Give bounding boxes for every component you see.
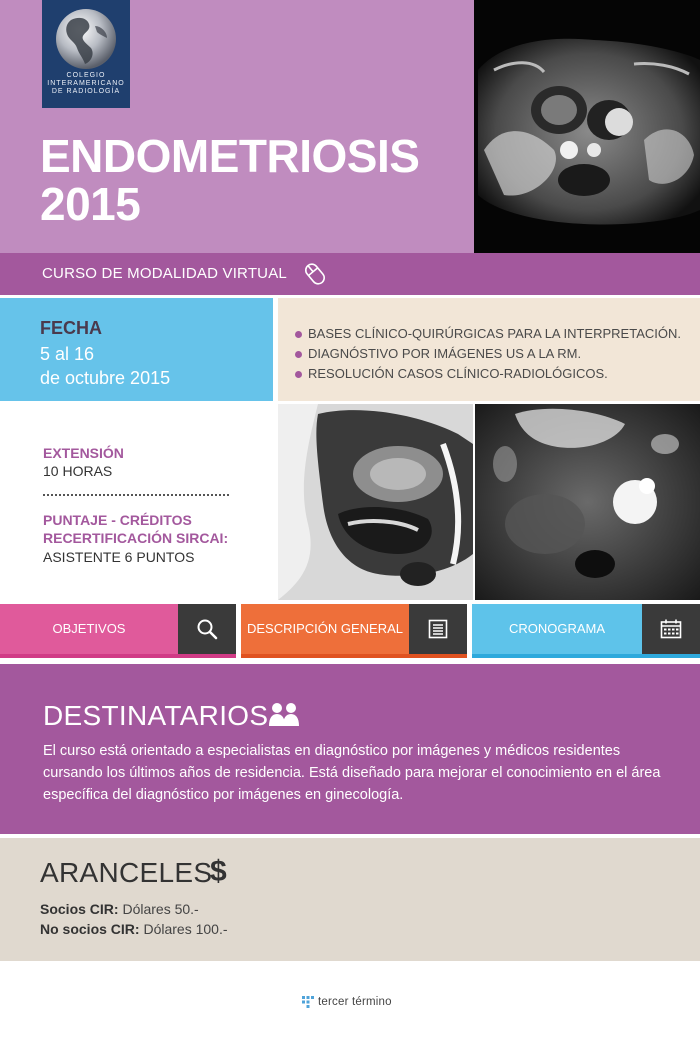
footer-logo[interactable] [302,994,392,1010]
college-logo[interactable] [42,0,130,108]
topic-text: BASES CLÍNICO-QUIRÚRGICAS PARA LA INTERPRETACIÓN. [308,326,681,341]
bullet-icon [295,371,302,378]
mri-image-sagittal [278,404,473,600]
logo-text [42,72,130,96]
cronograma-button[interactable] [472,604,700,658]
extension-value: 10 HORAS [43,463,113,479]
dollar-icon: $ [210,855,227,888]
topics-list [294,324,694,384]
date-line-2: de octubre 2015 [40,368,171,388]
topic-text: RESOLUCIÓN CASOS CLÍNICO-RADIOLÓGICOS. [308,366,608,381]
aranceles-title: ARANCELES [40,857,213,888]
calendar-icon [660,619,682,639]
fee-label: Socios CIR: [40,901,119,917]
calendar-icon-wrap[interactable] [642,604,700,654]
course-title [40,132,419,228]
points-label [43,511,273,547]
people-icon [268,702,300,728]
points-label-line-1: PUNTAJE - CRÉDITOS [43,512,192,528]
cronograma-label: CRONOGRAMA [472,604,642,654]
document-icon-wrap[interactable] [409,604,467,654]
fee-line [40,919,228,939]
title-line-1: ENDOMETRIOSIS [40,130,420,182]
destinatarios-title: DESTINATARIOS [43,700,269,731]
logo-line: DE RADIOLOGÍA [51,88,121,95]
points-value: ASISTENTE 6 PUNTOS [43,549,195,565]
logo-line: INTERAMERICANO [47,80,125,87]
bullet-icon [295,331,302,338]
date-line-1: 5 al 16 [40,344,95,364]
modality-label: CURSO DE MODALIDAD VIRTUAL [42,265,287,282]
fee-value: Dólares 100.- [139,921,228,937]
dots-logo-icon [302,996,314,1008]
descripcion-label: DESCRIPCIÓN GENERAL [241,604,409,654]
date-value [40,342,260,390]
info-box [0,404,278,600]
document-icon [428,619,448,639]
search-icon [196,618,218,640]
title-line-2: 2015 [40,178,141,230]
date-label: FECHA [40,318,102,338]
divider [43,494,229,496]
descripcion-general-button[interactable] [241,604,467,658]
fee-line [40,899,199,919]
button-underline [472,654,700,658]
button-underline [241,654,467,658]
mri-image-axial [475,404,700,600]
destinatarios-text: El curso está orientado a especialistas en diagnóstico por imágenes y médicos residentes cursando los últimos años de residencia. Está diseñado para mejorar el conocimiento en el área específica del diagnóstico por imágenes en ginecología. [43,743,661,803]
mouse-icon [300,259,330,289]
globe-icon [51,6,121,72]
search-icon-wrap[interactable] [178,604,236,654]
objetivos-label: OBJETIVOS [0,604,178,654]
objetivos-button[interactable] [0,604,236,658]
list-item [294,364,694,384]
list-item [294,324,694,344]
points-label-line-2: RECERTIFICACIÓN SIRCAI: [43,530,229,546]
mri-image-axial-top [474,0,700,253]
topic-text: DIAGNÓSTIVO POR IMÁGENES US A LA RM. [308,346,582,361]
footer-brand: tercer término [318,996,392,1008]
bullet-icon [295,351,302,358]
button-underline [0,654,236,658]
list-item [294,344,694,364]
fee-label: No socios CIR: [40,921,140,937]
fee-value: Dólares 50.- [118,901,199,917]
logo-line: COLEGIO [66,72,106,79]
extension-label: EXTENSIÓN [43,445,124,461]
